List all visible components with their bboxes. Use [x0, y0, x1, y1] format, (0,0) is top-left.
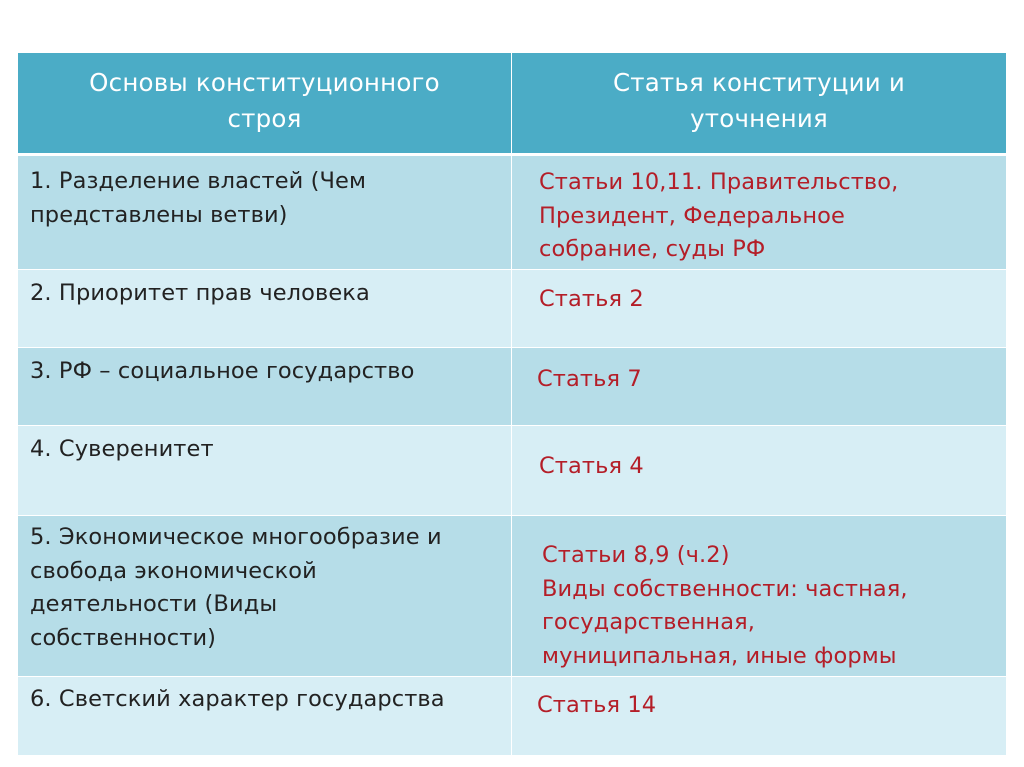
principle-cell [18, 156, 512, 269]
table-row [18, 516, 1006, 677]
article-cell [512, 677, 1006, 755]
table-row [18, 270, 1006, 348]
principle-cell [18, 348, 512, 425]
article-text: Статья 14 [537, 692, 657, 718]
article-text: Статьи 8,9 (ч.2) Виды собственности: частная, государственная, муниципальная, иные формы [542, 542, 908, 669]
table-row [18, 677, 1006, 755]
article-text: Статья 2 [539, 286, 644, 312]
article-cell [512, 270, 1006, 347]
constitution-table [18, 53, 1006, 755]
table-header [18, 53, 1006, 156]
principle-text: 3. РФ – социальное государство [30, 358, 415, 384]
principle-text: 4. Суверенитет [30, 436, 214, 462]
article-text: Статья 4 [539, 453, 644, 479]
table-row [18, 348, 1006, 426]
principle-cell [18, 270, 512, 347]
table-row [18, 426, 1006, 516]
principle-text: 6. Светский характер государства [30, 686, 445, 712]
principle-cell [18, 516, 512, 676]
table-row [18, 156, 1006, 270]
article-text: Статьи 10,11. Правительство, Президент, Федеральное собрание, суды РФ [539, 169, 899, 262]
principle-text: 2. Приоритет прав человека [30, 280, 370, 306]
article-cell [512, 426, 1006, 515]
principle-text: 1. Разделение властей (Чем представлены ветви) [30, 168, 367, 228]
header-article: Статья конституции и уточнения [612, 68, 906, 133]
principle-cell [18, 677, 512, 755]
article-cell [512, 516, 1006, 676]
article-cell [512, 348, 1006, 425]
principle-text: 5. Экономическое многообразие и свобода экономической деятельности (Виды собственности) [30, 524, 442, 651]
article-text: Статья 7 [537, 366, 642, 392]
principle-cell [18, 426, 512, 515]
article-cell [512, 156, 1006, 269]
header-principle: Основы конституционного строя [18, 53, 512, 153]
